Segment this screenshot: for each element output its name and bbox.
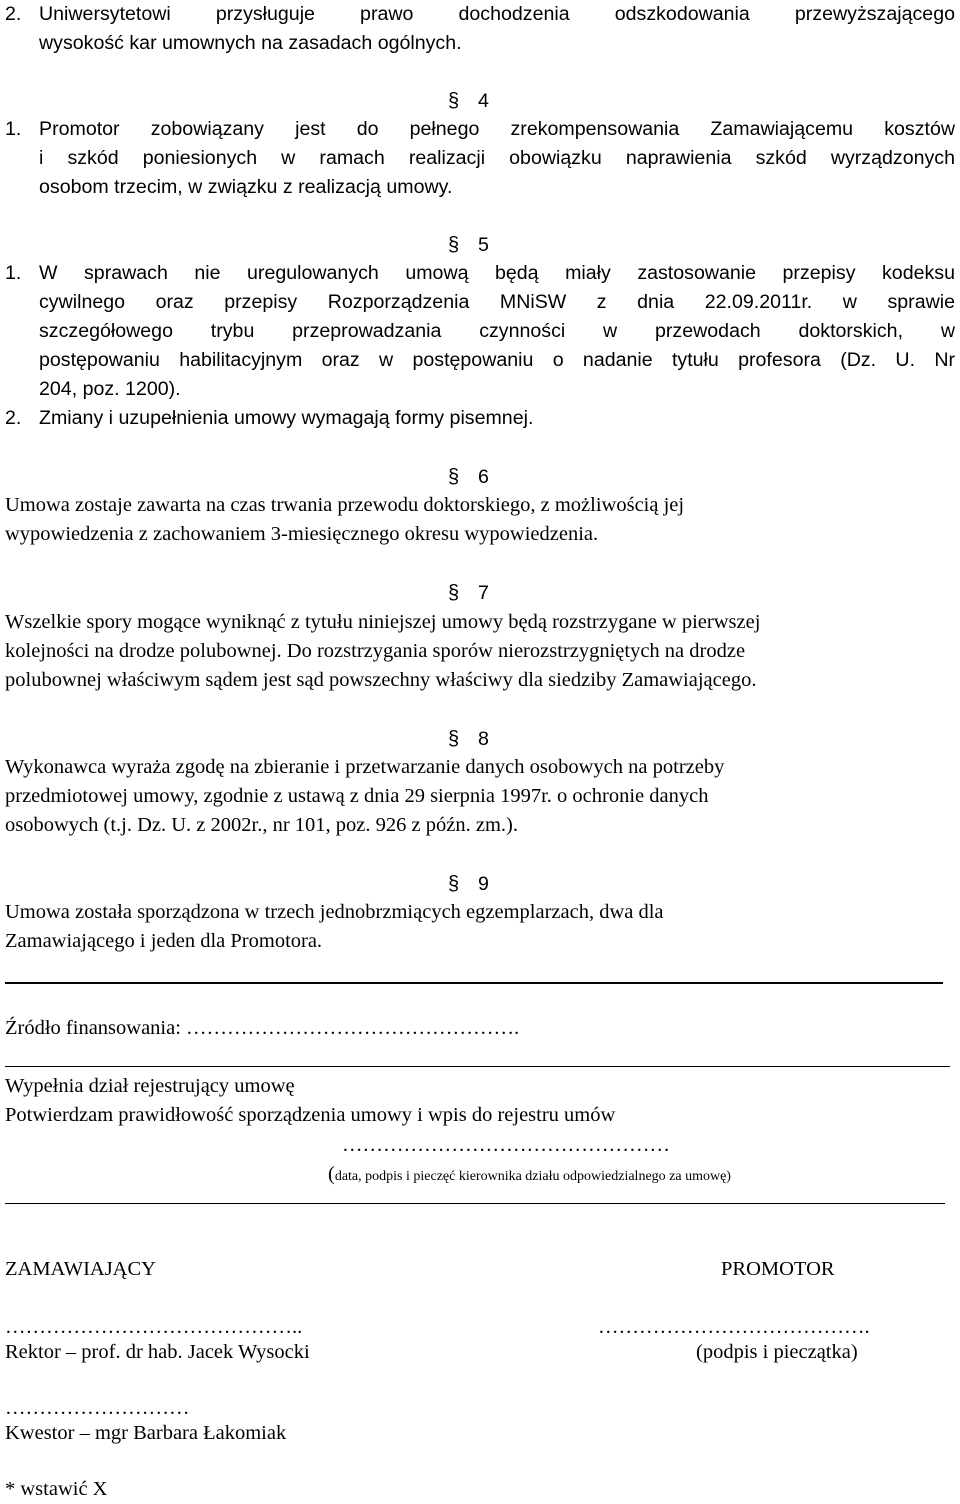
paragraph-line: 1. W sprawach nie uregulowanych umową będą miały zastosowanie przepisy kodeksu [5,259,955,288]
section-symbol: § [448,466,460,488]
paragraph-line: 2. Uniwersytetowi przysługuje prawo dochodzenia odszkodowania przewyższającego [5,0,955,29]
paragraph-line: 204, poz. 1200). [39,378,181,400]
section-7-text [5,608,955,695]
section-4-heading [448,86,489,116]
paragraph-line: osobowych (t.j. Dz. U. z 2002r., nr 101, poz. 926 z późn. zm.). [5,814,518,836]
section-number: 5 [478,234,489,256]
registry-line-2: Potwierdzam prawidłowość sporządzenia umowy i wpis do rejestru umów [5,1104,616,1126]
section-symbol: § [448,873,460,895]
paragraph-number: 2. [5,407,22,429]
registry-line-1: Wypełnia dział rejestrujący umowę [5,1075,295,1097]
paragraph-line: postępowaniu habilitacyjnym oraz w postępowaniu o nadanie tytułu profesora (Dz. U. Nr [39,349,955,371]
section-symbol: § [448,234,460,256]
section-8-heading [448,724,489,754]
bursar-name: Kwestor – mgr Barbara Łakomiak [5,1422,287,1444]
client-heading: ZAMAWIAJĄCY [5,1258,156,1280]
section-4-paragraph-1 [5,115,955,202]
paragraph-line: 1. Promotor zobowiązany jest do pełnego zrekompensowania Zamawiającemu kosztów [5,115,955,144]
section-number: 8 [478,728,489,750]
paragraph-line: polubownej właściwym sądem jest sąd powszechny właściwy dla siedziby Zamawiającego. [5,669,757,691]
paragraph-line: Umowa zostaje zawarta na czas trwania przewodu doktorskiego, z możliwością jej [5,494,685,516]
promoter-heading: PROMOTOR [721,1258,835,1280]
section-6-text [5,491,955,549]
paragraph-number: 1. [5,262,22,284]
separator-rule [5,982,943,984]
registry-signature-dots: ………………………………………… [342,1134,670,1156]
paragraph-number: 1. [5,118,22,140]
paragraph-line: wysokość kar umownych na zasadach ogólnych. [39,32,462,54]
separator-rule [5,1066,950,1067]
paragraph-line: Umowa została sporządzona w trzech jednobrzmiących egzemplarzach, dwa dla [5,901,664,923]
promoter-signature-dots: …………………………………. [598,1316,870,1338]
paragraph-line: Wykonawca wyraża zgodę na zbieranie i przetwarzanie danych osobowych na potrzeby [5,756,725,778]
section-7-heading [448,578,489,608]
paragraph-number: 2. [5,3,22,25]
funding-source-label: Źródło finansowania: [5,1017,181,1039]
paragraph-line: przedmiotowej umowy, zgodnie z ustawą z dnia 29 sierpnia 1997r. o ochronie danych [5,785,709,807]
section-5-paragraph-1 [5,259,955,433]
paragraph-line: i szkód poniesionych w ramach realizacji obowiązku naprawienia szkód wyrządzonych [39,147,955,169]
registry-signature-note: (data, podpis i pieczęć kierownika działu odpowiedzialnego za umowę) [328,1163,731,1185]
section-symbol: § [448,582,460,604]
paragraph-line: wypowiedzenia z zachowaniem 3-miesięcznego okresu wypowiedzenia. [5,523,599,545]
paragraph-line: cywilnego oraz przepisy Rozporządzenia MNiSW z dnia 22.09.2011r. w sprawie [39,291,955,313]
section-number: 6 [478,466,489,488]
section-number: 4 [478,90,489,112]
section-6-heading [448,462,489,492]
section-9-text [5,898,955,956]
rector-signature-dots: …………………………………….. [5,1316,303,1338]
paragraph-line: kolejności na drodze polubownej. Do rozstrzygania sporów nierozstrzygniętych na drodze [5,640,746,662]
section-5-heading [448,230,489,260]
section-number: 7 [478,582,489,604]
section-9-heading [448,869,489,899]
section-number: 9 [478,873,489,895]
footnote: * wstawić X [5,1478,108,1500]
section-symbol: § [448,90,460,112]
section-3-paragraph-2 [5,0,955,58]
funding-source-dots: …………………………………………. [186,1017,520,1039]
paragraph-line: Wszelkie spory mogące wyniknąć z tytułu niniejszej umowy będą rozstrzygane w pierwszej [5,611,761,633]
promoter-signature-caption: (podpis i pieczątka) [696,1341,858,1363]
paragraph-line: 2. Zmiany i uzupełnienia umowy wymagają formy pisemnej. [5,404,955,433]
bursar-signature-dots: ……………………… [5,1397,190,1419]
rector-name: Rektor – prof. dr hab. Jacek Wysocki [5,1341,310,1363]
separator-rule [5,1203,945,1204]
paragraph-line: Zamawiającego i jeden dla Promotora. [5,930,323,952]
paragraph-line: szczegółowego trybu przeprowadzania czynności w przewodach doktorskich, w [39,320,955,342]
section-8-text [5,753,955,840]
funding-source-line [5,1014,519,1043]
section-symbol: § [448,728,460,750]
paragraph-line: osobom trzecim, w związku z realizacją umowy. [39,176,453,198]
